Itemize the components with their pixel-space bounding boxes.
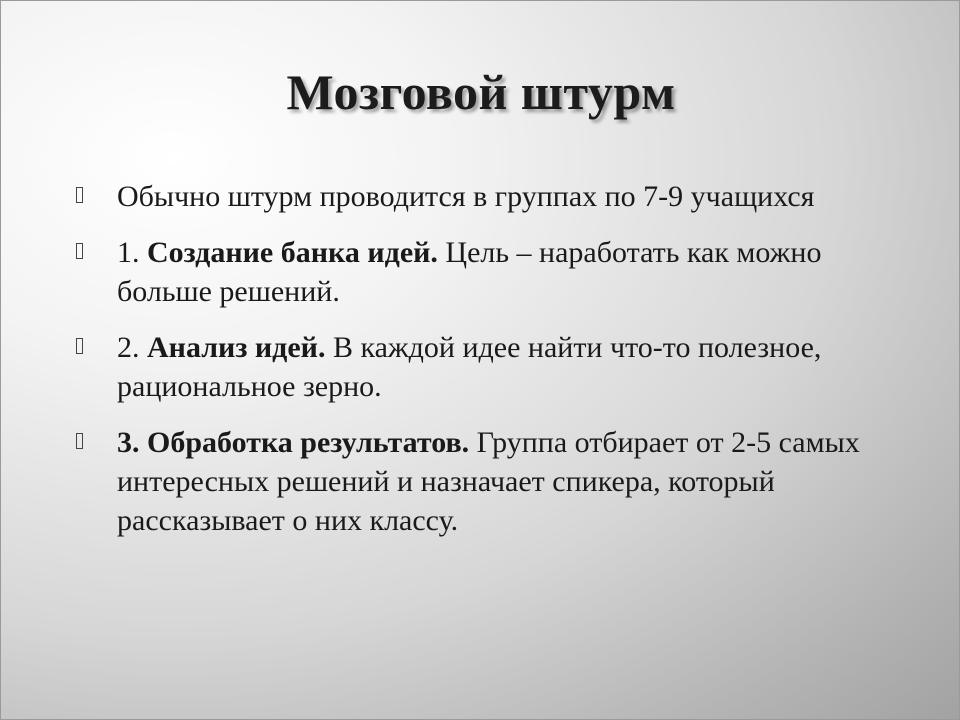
bullet-heading: Анализ идей. <box>147 331 326 364</box>
bullet-marker-icon <box>76 243 83 259</box>
bullet-marker-icon <box>76 338 83 354</box>
bullet-text: Цель – наработать как можно больше решений. <box>117 236 822 308</box>
bullet-heading: 3. Обработка результатов. <box>117 426 470 459</box>
slide-title: Мозговой штурм <box>286 64 676 120</box>
bullet-text: Обычно штурм проводится в группах по 7-9 учащихся <box>117 180 815 213</box>
bullet-text: Группа отбирает от 2-5 самых интересных решений и назначает спикера, который рассказывает о них классу. <box>117 426 860 537</box>
bullet-item <box>76 423 916 540</box>
bullet-number: 1. <box>117 236 147 269</box>
bullet-text: В каждой идее найти что-то полезное, рациональное зерно. <box>117 331 822 403</box>
bullet-heading: Создание банка идей. <box>147 236 438 269</box>
bullet-item <box>76 177 916 216</box>
bullet-marker-icon <box>76 433 83 449</box>
bullet-item <box>76 328 916 406</box>
bullet-item <box>76 233 916 311</box>
bullet-list <box>76 177 916 557</box>
bullet-marker-icon <box>76 187 83 203</box>
bullet-number: 2. <box>117 331 147 364</box>
